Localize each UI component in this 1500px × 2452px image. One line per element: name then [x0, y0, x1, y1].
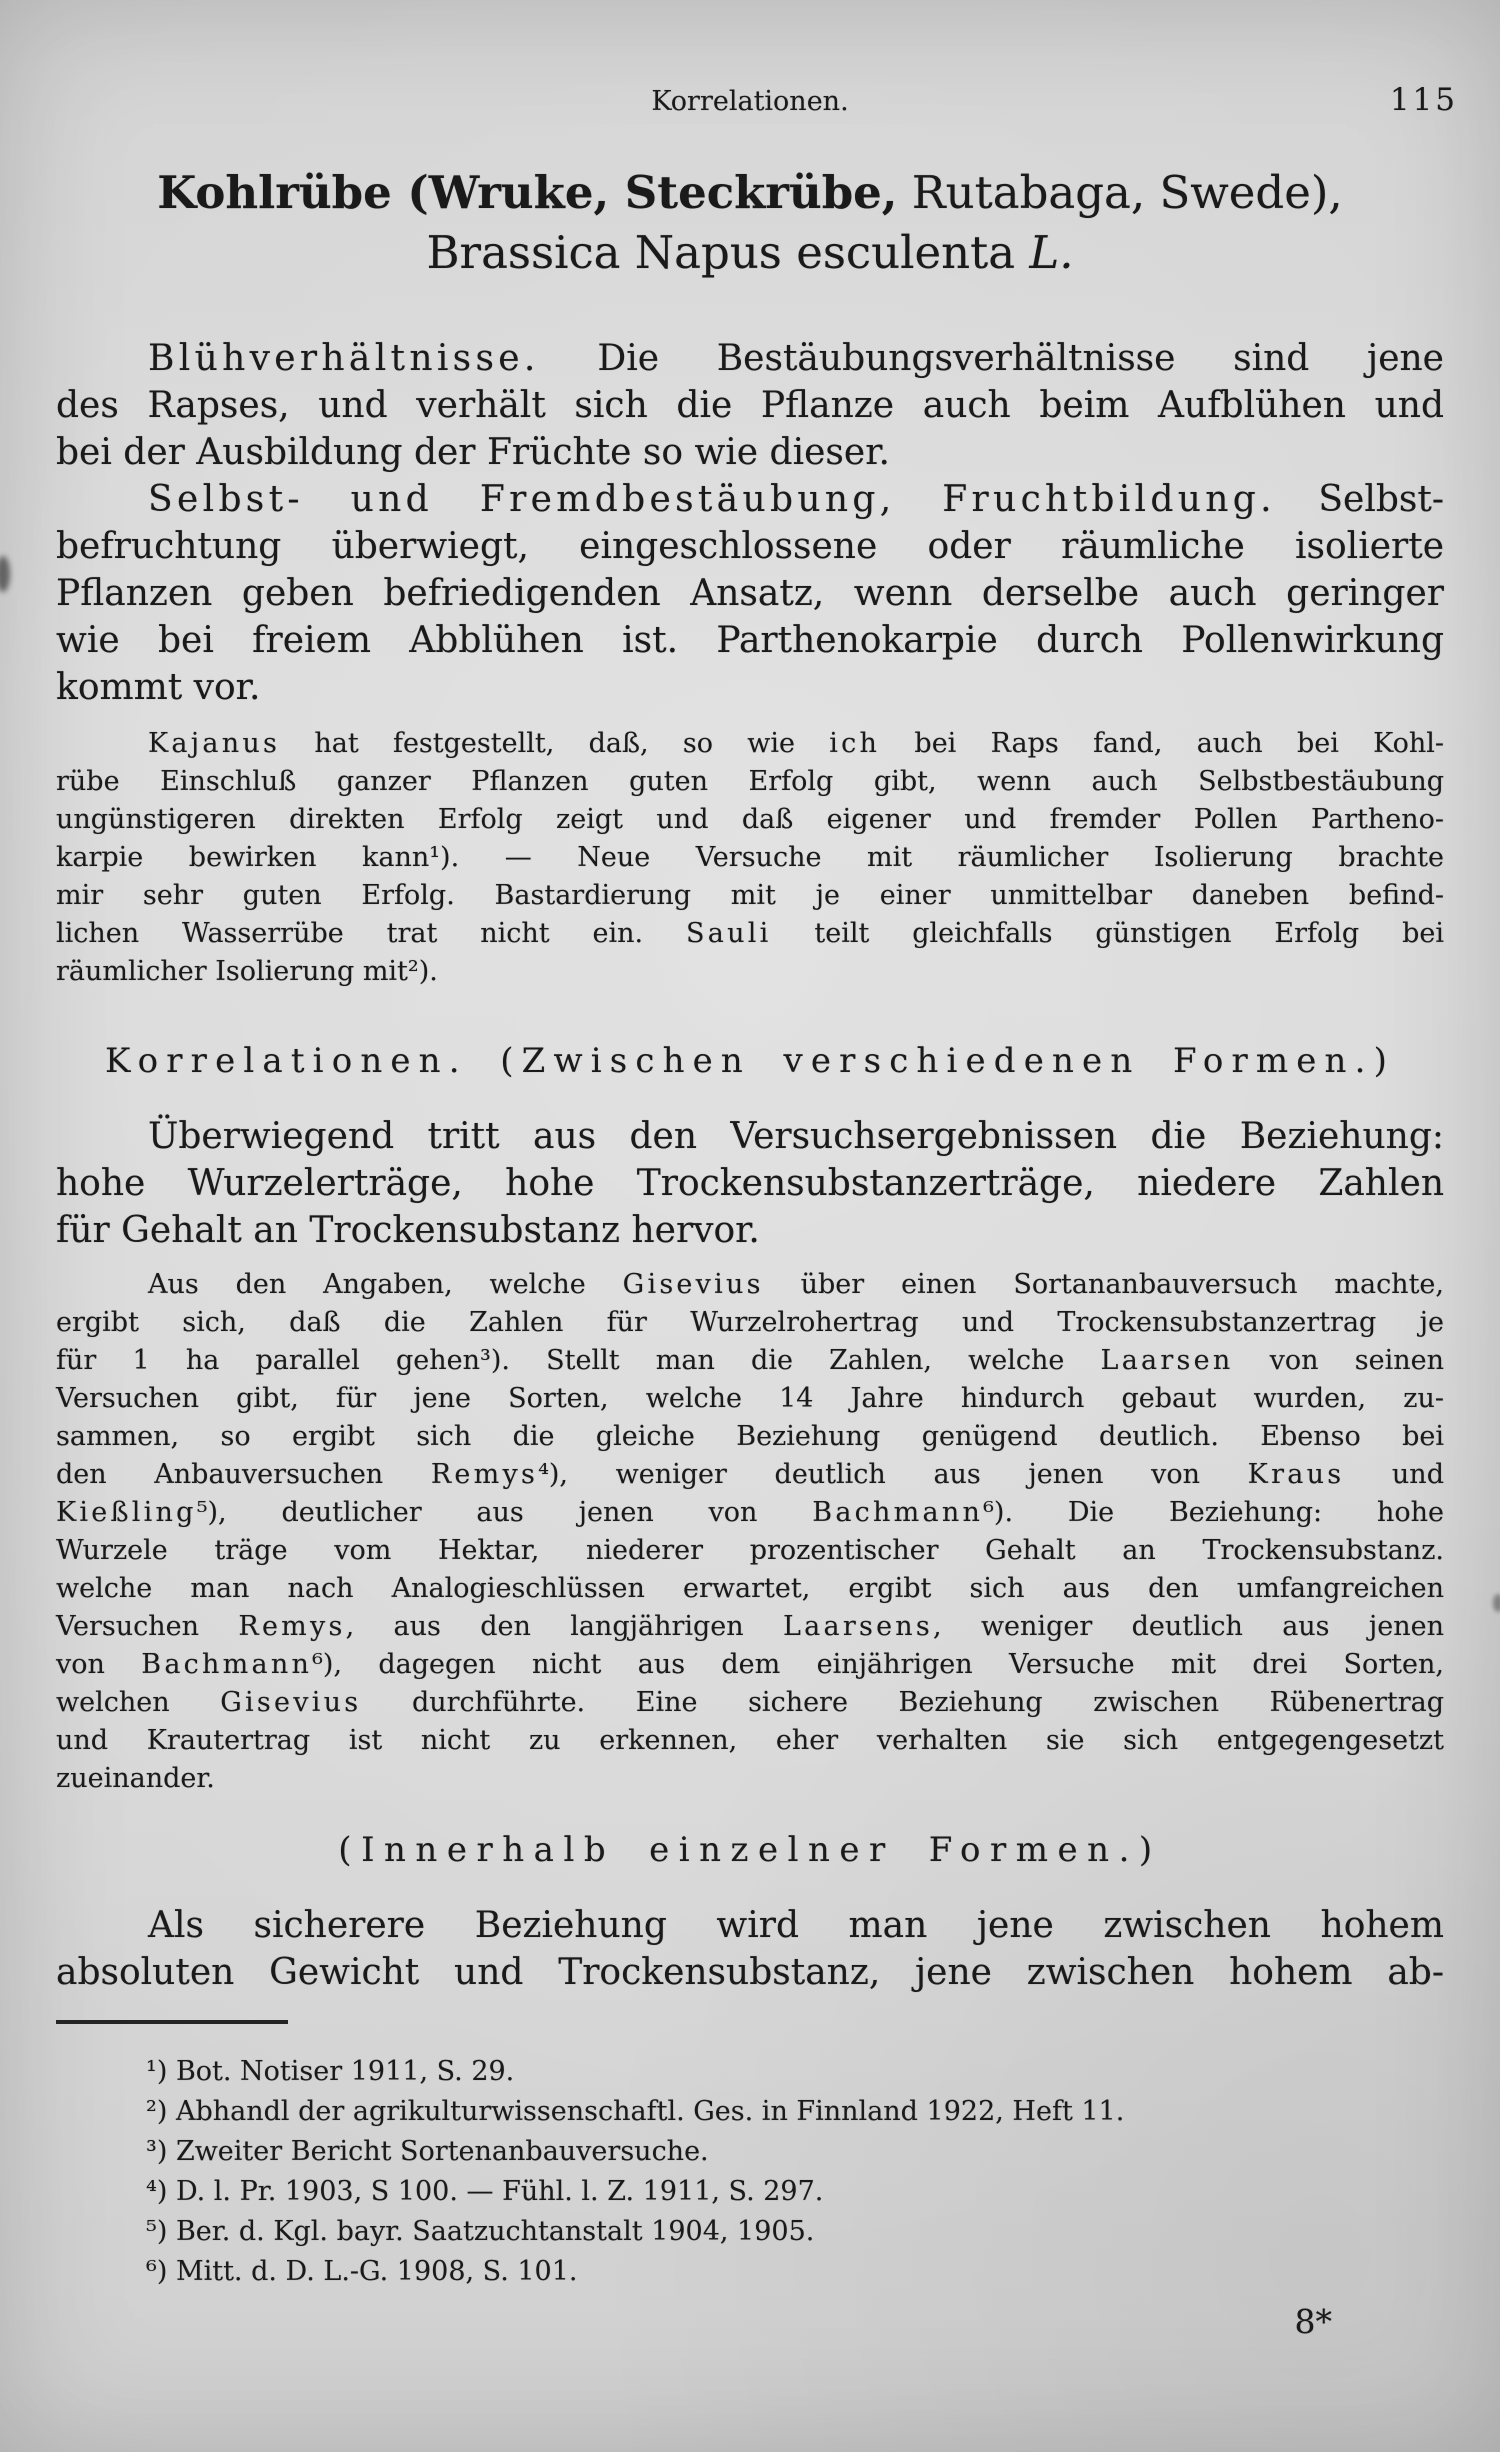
text-line [56, 763, 1444, 801]
paragraph [56, 1113, 1444, 1254]
text-line [56, 1380, 1444, 1418]
text-segment: Versuchen gibt, für jene Sorten, welche 14 Jahre hindurch gebaut wurden, zu- [56, 1383, 1444, 1414]
text-line [56, 1342, 1444, 1380]
text-segment: bei der Ausbildung der Früchte so wie dieser. [56, 432, 890, 473]
footnote-item: ¹) Bot. Notiser 1911, S. 29. [146, 2056, 515, 2087]
text-segment: karpie bewirken kann¹). — Neue Versuche mit räumlicher Isolierung brachte [56, 842, 1444, 873]
text-segment: Pflanzen geben befriedigenden Ansatz, wenn derselbe auch geringer [56, 573, 1444, 614]
text-segment: hat festgestellt, daß, so wie [280, 728, 830, 759]
text-segment: befruchtung überwiegt, eingeschlossene oder räumliche isolierte [56, 526, 1444, 567]
emphasized-text: Gisevius [220, 1687, 362, 1718]
text-segment: teilt gleichfalls günstigen Erfolg bei [771, 918, 1444, 949]
text-segment: den Anbauversuchen [56, 1459, 431, 1490]
title-line [56, 223, 1444, 283]
text-segment: Als sicherere Beziehung wird man jene zwischen hohem [148, 1905, 1444, 1946]
text-line [56, 1160, 1444, 1207]
text-segment: ⁶). Die Beziehung: hohe [983, 1497, 1444, 1528]
text-segment: (Innerhalb einzelner Formen.) [338, 1830, 1162, 1870]
text-line [56, 725, 1444, 763]
running-header-title: Korrelationen. [651, 86, 849, 117]
text-segment: ⁵), deutlicher aus jenen von [196, 1497, 813, 1528]
text-segment: für Gehalt an Trockensubstanz hervor. [56, 1210, 760, 1251]
text-segment: und Krautertrag ist nicht zu erkennen, eher verhalten sie sich entgegengesetzt [56, 1725, 1444, 1756]
paragraph [56, 1902, 1444, 1996]
text-line [56, 1570, 1444, 1608]
emphasized-text: Kießling [56, 1497, 197, 1528]
text-line [56, 523, 1444, 570]
text-segment: für 1 ha parallel gehen³). Stellt man die Zahlen, welche [56, 1345, 1101, 1376]
footnote-item: ²) Abhandl der agrikulturwissenschaftl. Ges. in Finnland 1922, Heft 11. [146, 2096, 1125, 2127]
emphasized-text: Remys [238, 1611, 346, 1642]
text-segment: , aus den langjährigen [345, 1611, 783, 1642]
text-segment: von [56, 1649, 142, 1680]
text-line [56, 1722, 1444, 1760]
emphasized-text: Laarsens [783, 1611, 934, 1642]
page-title [56, 163, 1444, 283]
emphasized-text: Remys [430, 1459, 539, 1490]
text-line [56, 1304, 1444, 1342]
footnote-item: ³) Zweiter Bericht Sortenanbauversuche. [146, 2136, 709, 2167]
text-segment: absoluten Gewicht und Trockensubstanz, jene zwischen hohem ab- [56, 1952, 1444, 1993]
emphasized-text: Laarsen [1100, 1345, 1234, 1376]
text-segment: des Rapses, und verhält sich die Pflanze auch beim Aufblühen und [56, 385, 1444, 426]
text-segment: L. [1029, 226, 1074, 279]
text-segment: welchen [56, 1687, 221, 1718]
text-segment: sammen, so ergibt sich die gleiche Beziehung genügend deutlich. Ebenso bei [56, 1421, 1444, 1452]
text-segment: über einen Sortananbauversuch machte, [763, 1269, 1444, 1300]
paragraph [56, 1266, 1444, 1798]
text-blocks [56, 335, 1444, 1996]
emphasized-text: Kajanus [148, 728, 281, 759]
text-segment: Kohlrübe (Wruke, Steckrübe, [157, 166, 898, 219]
emphasized-text: Bachmann [812, 1497, 984, 1528]
text-line [56, 664, 1444, 711]
printer-signature: 8* [1294, 2302, 1332, 2341]
text-segment: Wurzele träge vom Hektar, niederer prozentischer Gehalt an Trockensubstanz. [56, 1535, 1444, 1566]
text-line [56, 1760, 1444, 1798]
text-segment: welche man nach Analogieschlüssen erwartet, ergibt sich aus den umfangreichen [56, 1573, 1444, 1604]
text-segment: Korrelationen. (Zwischen verschiedenen Formen.) [104, 1041, 1396, 1081]
text-segment: lichen Wasserrübe trat nicht ein. [56, 918, 687, 949]
text-line [56, 801, 1444, 839]
footnote-rule [56, 2020, 288, 2024]
text-segment: wie bei freiem Abblühen ist. Parthenokarpie durch Pollenwirkung [56, 620, 1444, 661]
text-segment: Die Bestäubungsverhältnisse sind jene [539, 338, 1444, 379]
text-line [56, 1207, 1444, 1254]
emphasized-text: Selbst- und Fremdbestäubung, Fruchtbildung. [148, 479, 1276, 520]
text-segment: ⁴), weniger deutlich aus jenen von [538, 1459, 1248, 1490]
text-segment: von seinen [1233, 1345, 1444, 1376]
text-line [56, 1494, 1444, 1532]
text-segment: und [1344, 1459, 1444, 1490]
text-segment: zueinander. [56, 1763, 215, 1794]
text-line [56, 1646, 1444, 1684]
text-line [56, 476, 1444, 523]
text-segment: bei Raps fand, auch bei Kohl- [880, 728, 1445, 759]
text-line [56, 1608, 1444, 1646]
running-header [56, 0, 1444, 117]
text-line [56, 1113, 1444, 1160]
text-segment: Brassica Napus esculenta [426, 226, 1030, 279]
text-segment: Selbst- [1275, 479, 1444, 520]
text-line [56, 1532, 1444, 1570]
text-segment: räumlicher Isolierung mit²). [56, 956, 438, 987]
text-line [56, 570, 1444, 617]
emphasized-text: Blühverhältnisse. [148, 338, 540, 379]
text-segment: , weniger deutlich aus jenen [933, 1611, 1444, 1642]
section-heading [56, 1828, 1444, 1872]
text-line [56, 382, 1444, 429]
paragraph [56, 335, 1444, 476]
text-line [56, 429, 1444, 476]
footnotes [56, 2052, 1444, 2292]
text-line [56, 877, 1444, 915]
emphasized-text: Kraus [1247, 1459, 1345, 1490]
text-line [56, 953, 1444, 991]
title-line [56, 163, 1444, 223]
footnote-item: ⁴) D. l. Pr. 1903, S 100. — Fühl. l. Z. 1911, S. 297. [146, 2176, 824, 2207]
text-line [56, 1418, 1444, 1456]
text-segment: kommt vor. [56, 667, 261, 708]
text-segment: Aus den Angaben, welche [148, 1269, 623, 1300]
text-segment: rübe Einschluß ganzer Pflanzen guten Erfolg gibt, wenn auch Selbstbestäubung [56, 766, 1444, 797]
footnote-item: ⁶) Mitt. d. D. L.-G. 1908, S. 101. [146, 2256, 578, 2287]
paragraph [56, 725, 1444, 991]
text-line [56, 1684, 1444, 1722]
emphasized-text: Bachmann [141, 1649, 313, 1680]
text-segment: hohe Wurzelerträge, hohe Trockensubstanzerträge, niedere Zahlen [56, 1163, 1444, 1204]
emphasized-text: Sauli [686, 918, 772, 949]
text-segment: Versuchen [56, 1611, 239, 1642]
text-segment: ungünstigeren direkten Erfolg zeigt und daß eigener und fremder Pollen Partheno- [56, 804, 1444, 835]
text-segment: ⁶), dagegen nicht aus dem einjährigen Versuche mit drei Sorten, [312, 1649, 1444, 1680]
text-segment: ergibt sich, daß die Zahlen für Wurzelrohertrag und Trockensubstanzertrag je [56, 1307, 1444, 1338]
text-line [56, 617, 1444, 664]
emphasized-text: ich [829, 728, 881, 759]
scan-smudge [1493, 1594, 1500, 1612]
footnote-item: ⁵) Ber. d. Kgl. bayr. Saatzuchtanstalt 1904, 1905. [146, 2216, 815, 2247]
text-line [56, 1902, 1444, 1949]
text-line [56, 915, 1444, 953]
emphasized-text: Gisevius [622, 1269, 764, 1300]
text-segment: mir sehr guten Erfolg. Bastardierung mit je einer unmittelbar daneben befind- [56, 880, 1444, 911]
text-line [56, 1949, 1444, 1996]
text-segment: Rutabaga, Swede), [897, 166, 1343, 219]
text-line [56, 1266, 1444, 1304]
paragraph [56, 476, 1444, 711]
text-line [56, 1456, 1444, 1494]
text-line [56, 839, 1444, 877]
text-line [56, 335, 1444, 382]
page-number: 115 [1389, 82, 1458, 118]
text-segment: Überwiegend tritt aus den Versuchsergebnissen die Beziehung: [148, 1116, 1444, 1157]
text-segment: durchführte. Eine sichere Beziehung zwischen Rübenertrag [361, 1687, 1445, 1718]
section-heading [56, 1039, 1444, 1083]
